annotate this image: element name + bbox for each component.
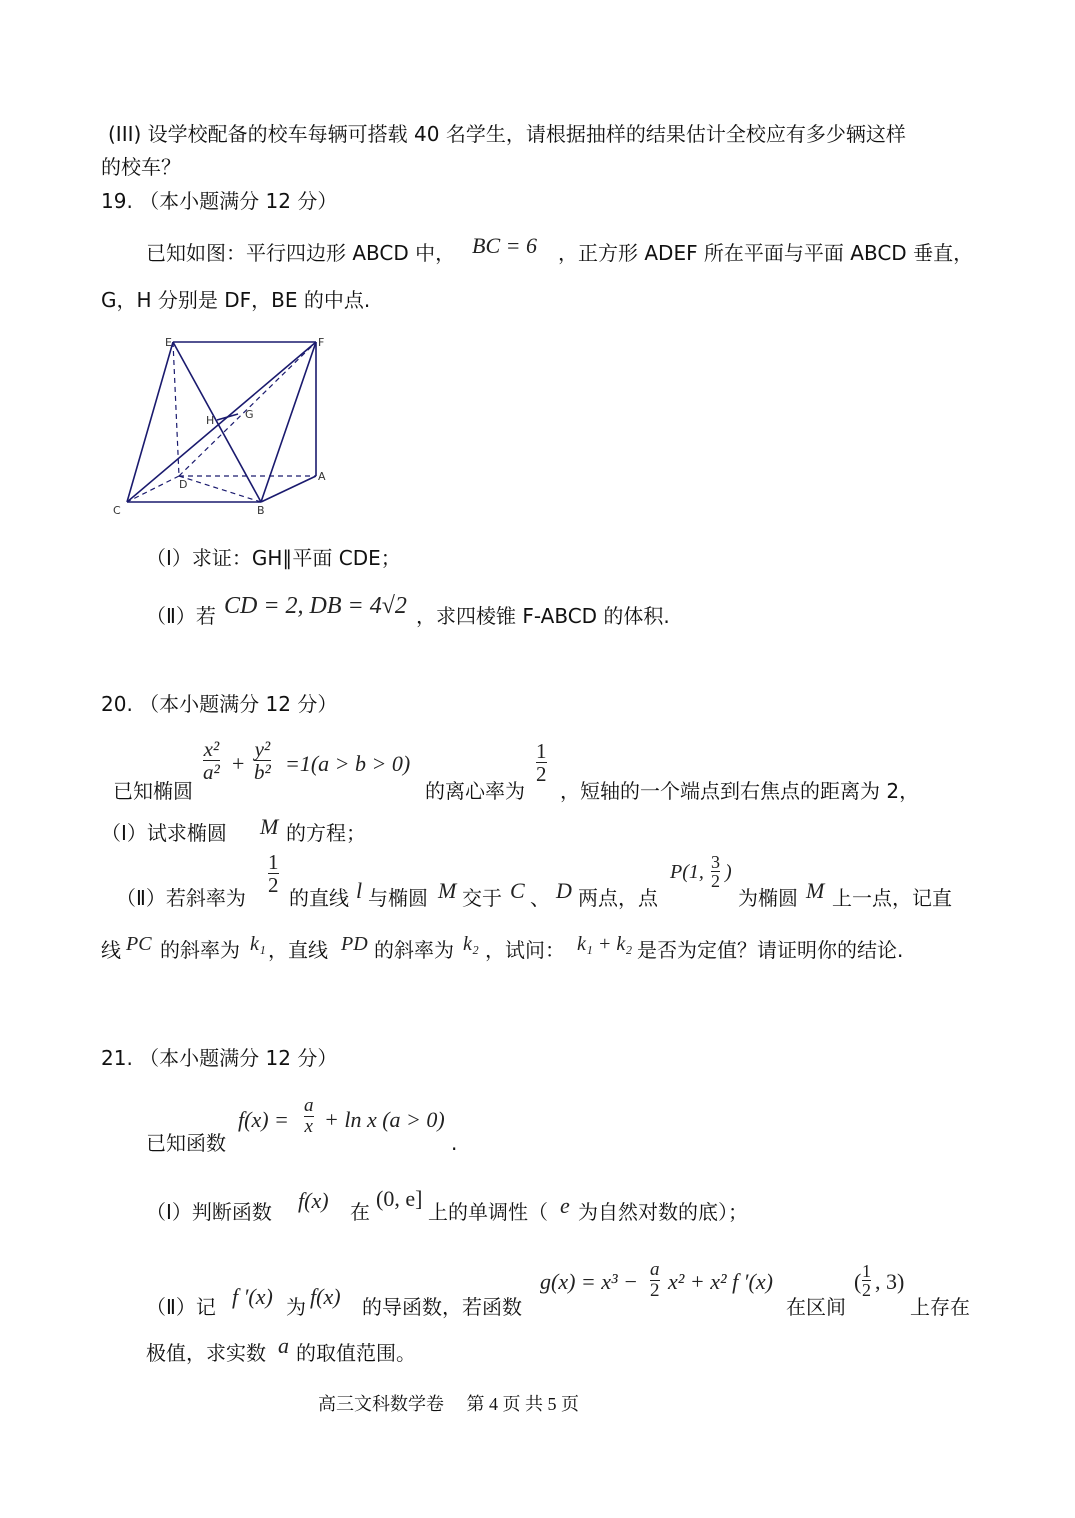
f-def-left: f(x) = <box>238 1107 289 1132</box>
label-C: C <box>113 504 121 517</box>
q20-line3-e: ，试问： <box>485 938 565 962</box>
q19-part2-b: ，求四棱锥 F-ABCD 的体积. <box>416 604 670 628</box>
label-H: H <box>206 414 215 427</box>
f-def-num: a <box>304 1095 314 1116</box>
q19-intro-b: ，正方形 ADEF 所在平面与平面 ABCD 垂直， <box>558 241 974 265</box>
q19-intro-a: 已知如图：平行四边形 ABCD 中， <box>146 241 456 265</box>
label-G: G <box>245 408 254 421</box>
q21-heading: 21. （本小题满分 12 分） <box>101 1046 338 1070</box>
q21-part2-b: 为 <box>286 1295 306 1319</box>
point-P-left: P(1, <box>670 861 704 883</box>
q20-M-3: M <box>806 878 825 903</box>
point-P-right: ) <box>725 861 732 883</box>
q20-line3-b: 的斜率为 <box>160 938 240 962</box>
q20-heading: 20. （本小题满分 12 分） <box>101 692 338 716</box>
g-right: x² + x² f ′(x) <box>668 1269 773 1294</box>
q20-intro-a: 已知椭圆 <box>113 779 193 803</box>
q21-part1-b: 在 <box>350 1200 370 1224</box>
g-left: g(x) = x³ − <box>540 1269 638 1294</box>
q20-part2-e: 两点，点 <box>578 886 658 910</box>
edge-EC <box>127 342 173 502</box>
half-den: 2 <box>536 762 547 786</box>
q20-line3-a: 线 <box>101 938 121 962</box>
q20-M-1: M <box>260 814 279 839</box>
q21-part1-a: （Ⅰ）判断函数 <box>146 1200 272 1224</box>
label-E: E <box>165 336 172 349</box>
ellipse-y-num: y² <box>254 737 271 761</box>
label-F: F <box>318 336 325 349</box>
P-num: 3 <box>711 852 720 872</box>
q20-PD: PD <box>341 933 368 955</box>
q20-part2-f: 为椭圆 <box>738 886 798 910</box>
q19-part1: （Ⅰ）求证：GH∥平面 CDE； <box>146 546 401 570</box>
q21-e: e <box>560 1193 570 1218</box>
q20-part2-g: 上一点，记直 <box>832 886 952 910</box>
f-def-den: x <box>304 1116 313 1137</box>
edge-FC <box>127 342 316 502</box>
ellipse-y-term <box>254 738 271 783</box>
q20-C: C <box>510 878 525 903</box>
q21-intro-dot: . <box>451 1131 458 1155</box>
q20-part1-b: 的方程； <box>286 821 366 845</box>
point-P-frac <box>711 853 720 890</box>
q18-part3-line1: (III) 设学校配备的校车每辆可搭载 40 名学生，请根据抽样的结果估计全校应有多少辆这样 <box>108 122 906 146</box>
q20-intro-b: 的离心率为 <box>425 779 525 803</box>
slope-num: 1 <box>268 850 279 874</box>
q19-geometry-figure <box>105 330 340 520</box>
q21-interval: (0, e] <box>376 1186 423 1211</box>
q19-heading: 19. （本小题满分 12 分） <box>101 189 338 213</box>
q20-intro-c: ，短轴的一个端点到右焦点的距离为 2， <box>560 779 920 803</box>
q20-part2-c: 与椭圆 <box>368 886 428 910</box>
q20-D: D <box>556 878 572 903</box>
q20-part2-d: 交于 <box>462 886 502 910</box>
page-footer: 高三文科数学卷 第 4 页 共 5 页 <box>318 1394 579 1414</box>
q21-fx-1: f(x) <box>298 1188 329 1213</box>
f-def-right: + ln x (a > 0) <box>324 1107 445 1132</box>
label-B: B <box>257 504 265 517</box>
half-num: 1 <box>536 739 547 763</box>
g-den: 2 <box>650 1280 660 1301</box>
q20-M-2: M <box>438 878 457 903</box>
ellipse-x-term <box>203 738 220 783</box>
g-num: a <box>650 1259 660 1280</box>
q18-part3-line2: 的校车？ <box>101 155 181 179</box>
q21-part1-c: 上的单调性（ <box>428 1200 548 1224</box>
q19-part2-formula: CD = 2, DB = 4√2 <box>224 593 407 619</box>
q21-part2-a: （Ⅱ）记 <box>146 1295 216 1319</box>
q19-part2-a: （Ⅱ）若 <box>146 604 216 628</box>
q21-a: a <box>278 1333 289 1358</box>
q20-part2-b: 的直线 <box>289 886 349 910</box>
q20-line3-d: 的斜率为 <box>374 938 454 962</box>
q21-part2-e: 上存在 <box>910 1295 970 1319</box>
edge-HG <box>217 414 238 420</box>
q20-ksum: k₁ + k₂ <box>577 933 633 955</box>
q21-intro-a: 已知函数 <box>146 1131 226 1155</box>
label-D: D <box>179 478 188 491</box>
q20-sep: 、 <box>530 886 550 910</box>
q21-line3-a: 极值，求实数 <box>146 1341 266 1365</box>
ellipse-y-den: b² <box>254 760 271 784</box>
label-A: A <box>318 470 326 483</box>
q19-intro-line2: G，H 分别是 DF，BE 的中点. <box>101 288 371 312</box>
q21-fx-2: f(x) <box>310 1284 341 1309</box>
q20-line3-f: 是否为定值？请证明你的结论. <box>637 938 904 962</box>
int2-left: ( <box>854 1269 862 1294</box>
q21-part1-d: 为自然对数的底）； <box>578 1200 748 1224</box>
slope-den: 2 <box>268 873 279 897</box>
g-frac <box>650 1260 660 1301</box>
int2-den: 2 <box>862 1280 871 1300</box>
slope-half <box>268 851 279 896</box>
q21-line3-b: 的取值范围。 <box>296 1341 416 1365</box>
q19-bc-formula: BC = 6 <box>472 233 537 258</box>
int2-frac <box>862 1262 871 1299</box>
q20-k2: k₂ <box>463 933 479 955</box>
q20-part2-a: （Ⅱ）若斜率为 <box>116 886 246 910</box>
q20-l: l <box>356 878 363 903</box>
ellipse-rest: =1(a > b > 0) <box>285 751 411 776</box>
q20-line3-c: ，直线 <box>268 938 328 962</box>
eccentricity-half <box>536 740 547 785</box>
q21-fpx: f ′(x) <box>232 1284 273 1309</box>
plus-sign: + <box>232 751 245 776</box>
P-den: 2 <box>711 871 720 891</box>
edge-ED <box>173 342 179 476</box>
ellipse-x-den: a² <box>203 760 220 784</box>
int2-num: 1 <box>862 1261 871 1281</box>
int2-right: , 3) <box>875 1269 905 1294</box>
ellipse-x-num: x² <box>203 737 220 761</box>
q20-k1: k₁ <box>250 933 266 955</box>
f-def-frac <box>304 1096 314 1137</box>
q20-PC: PC <box>126 933 152 955</box>
q20-part1-a: （Ⅰ）试求椭圆 <box>101 821 227 845</box>
q21-part2-d: 在区间 <box>786 1295 846 1319</box>
q21-part2-c: 的导函数，若函数 <box>362 1295 522 1319</box>
